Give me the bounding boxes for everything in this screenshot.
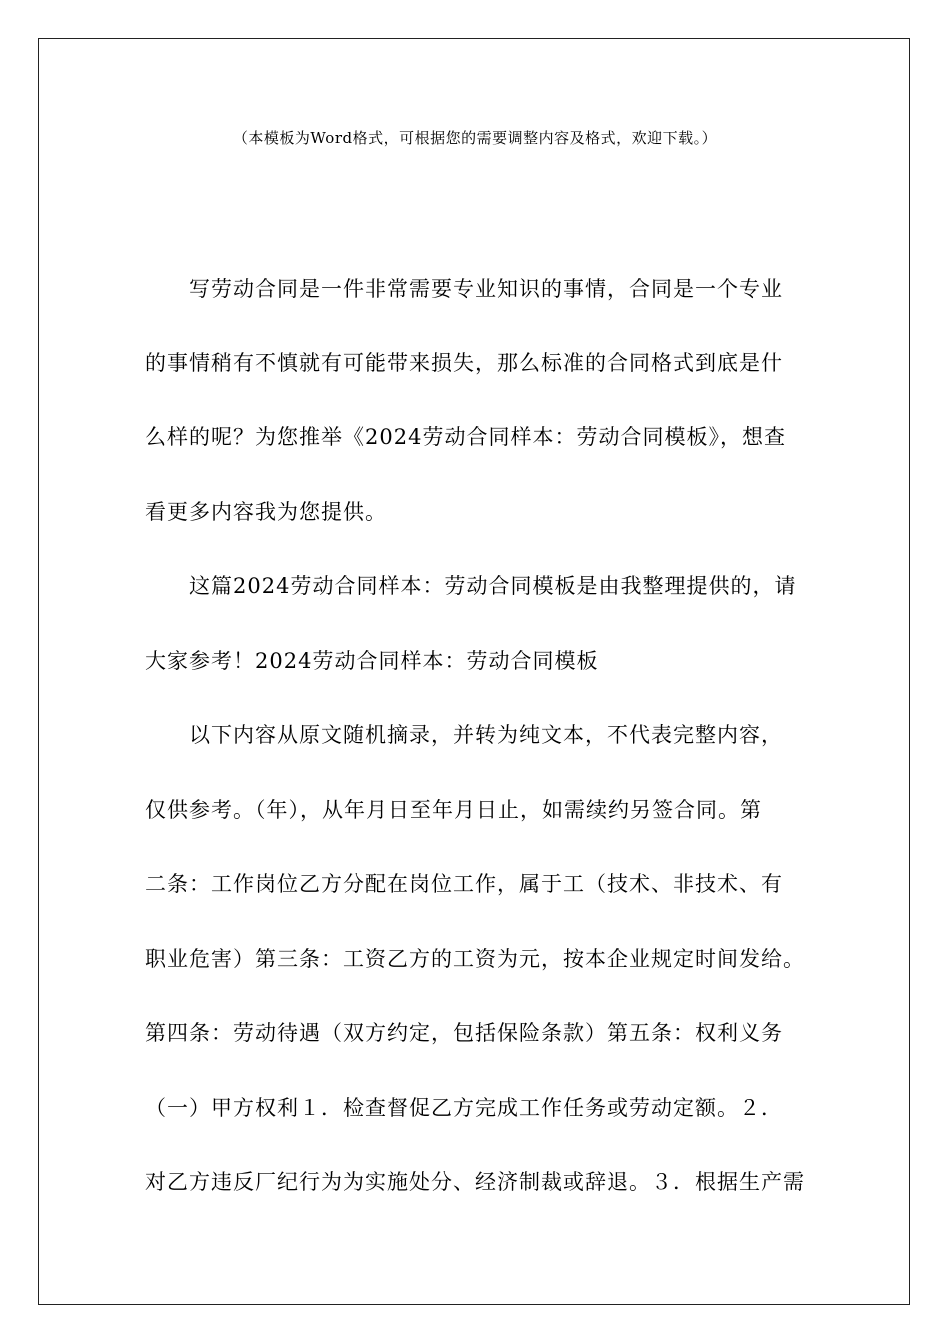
body-line-3: 么样的呢？为您推举《2024劳动合同样本：劳动合同模板》，想查 — [145, 425, 786, 449]
body-line-12: （一）甲方权利１．检查督促乙方完成工作任务或劳动定额。２． — [145, 1096, 783, 1120]
body-line-10: 职业危害）第三条：工资乙方的工资为元，按本企业规定时间发给。 — [145, 947, 805, 971]
body-line-1: 写劳动合同是一件非常需要专业知识的事情，合同是一个专业 — [145, 277, 783, 301]
body-line-4: 看更多内容我为您提供。 — [145, 500, 387, 524]
template-notice: （本模板为Word格式，可根据您的需要调整内容及格式，欢迎下载。） — [232, 129, 718, 147]
body-line-7: 以下内容从原文随机摘录，并转为纯文本，不代表完整内容， — [145, 723, 783, 747]
body-line-11: 第四条：劳动待遇（双方约定，包括保险条款）第五条：权利义务 — [145, 1021, 783, 1045]
body-line-13: 对乙方违反厂纪行为为实施处分、经济制裁或辞退。３．根据生产需 — [145, 1170, 805, 1194]
body-line-9: 二条：工作岗位乙方分配在岗位工作，属于工（技术、非技术、有 — [145, 872, 783, 896]
body-line-2: 的事情稍有不慎就有可能带来损失，那么标准的合同格式到底是什 — [145, 351, 783, 375]
body-line-5: 这篇2024劳动合同样本：劳动合同模板是由我整理提供的，请 — [145, 574, 797, 598]
body-line-6: 大家参考！2024劳动合同样本：劳动合同模板 — [145, 649, 599, 673]
body-line-8: 仅供参考。（年），从年月日至年月日止，如需续约另签合同。第 — [145, 798, 762, 822]
